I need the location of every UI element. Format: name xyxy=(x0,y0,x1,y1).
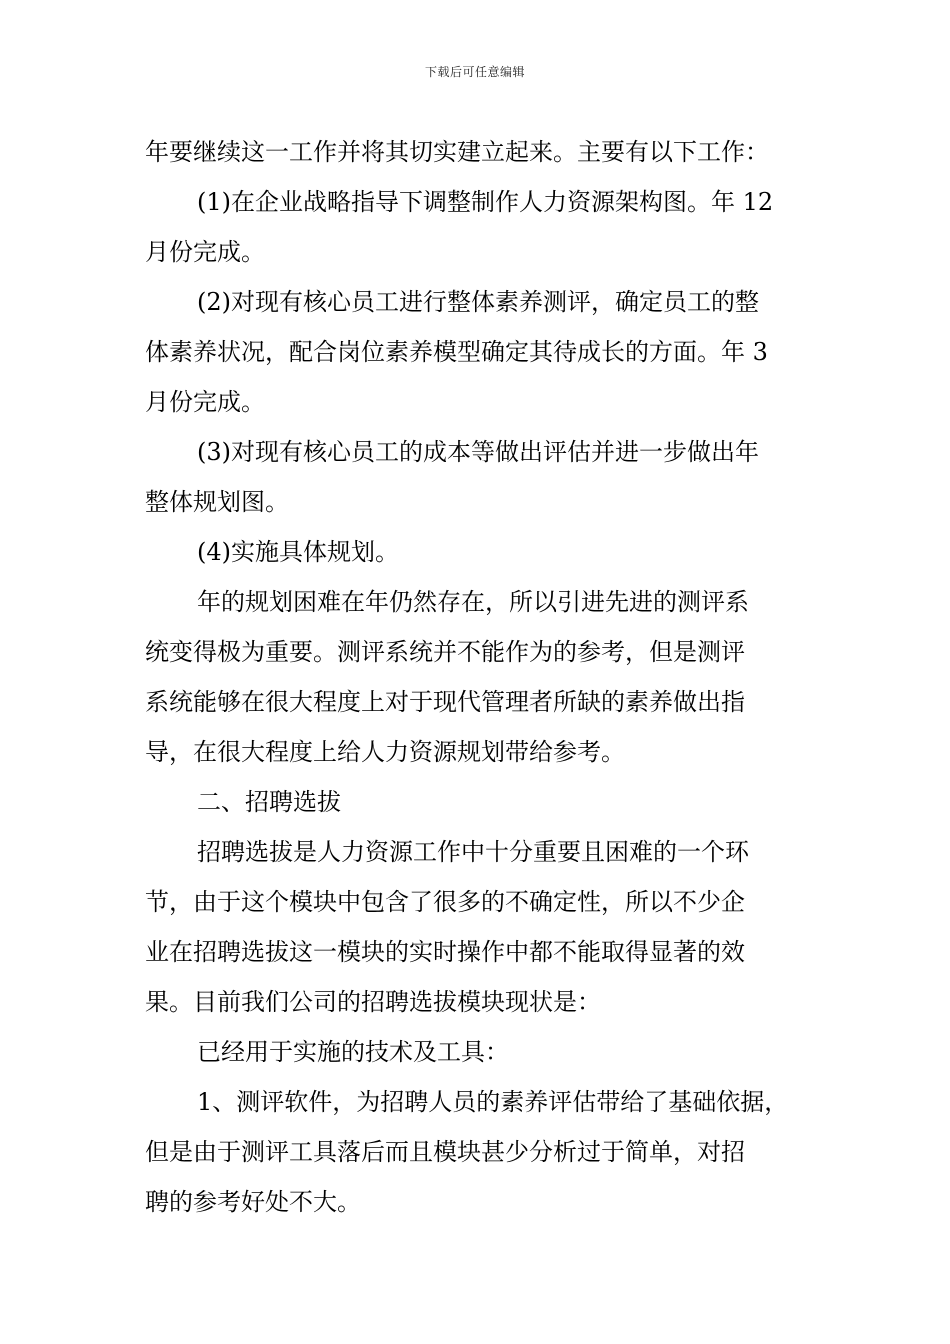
text-line: 系统能够在很大程度上对于现代管理者所缺的素养做出指 xyxy=(145,688,745,716)
document-body xyxy=(145,127,810,1227)
text-line: (3)对现有核心员工的成本等做出评估并进一步做出年 xyxy=(197,438,759,466)
text-line: 1、测评软件，为招聘人员的素养评估带给了基础依据， xyxy=(197,1088,789,1116)
text-line: 节，由于这个模块中包含了很多的不确定性，所以不少企 xyxy=(145,888,745,916)
text-line: 聘的参考好处不大。 xyxy=(145,1188,361,1216)
text-line: 导，在很大程度上给人力资源规划带给参考。 xyxy=(145,738,625,766)
text-line: 体素养状况，配合岗位素养模型确定其待成长的方面。年 3 xyxy=(145,338,768,366)
text-line: 年要继续这一工作并将其切实建立起来。主要有以下工作： xyxy=(145,138,769,166)
text-line: 已经用于实施的技术及工具： xyxy=(197,1038,509,1066)
text-line: (2)对现有核心员工进行整体素养测评，确定员工的整 xyxy=(197,288,759,316)
text-line: (1)在企业战略指导下调整制作人力资源架构图。年 12 xyxy=(197,188,774,216)
text-line: (4)实施具体规划。 xyxy=(197,538,399,566)
text-line: 年的规划困难在年仍然存在，所以引进先进的测评系 xyxy=(197,588,749,616)
text-line: 统变得极为重要。测评系统并不能作为的参考，但是测评 xyxy=(145,638,745,666)
text-line: 招聘选拔是人力资源工作中十分重要且困难的一个环 xyxy=(197,838,749,866)
page-header: 下载后可任意编辑 xyxy=(424,65,525,79)
text-line: 业在招聘选拔这一模块的实时操作中都不能取得显著的效 xyxy=(145,938,745,966)
text-line: 月份完成。 xyxy=(145,238,265,266)
text-line: 但是由于测评工具落后而且模块甚少分析过于简单，对招 xyxy=(145,1138,745,1166)
section-heading: 二、招聘选拔 xyxy=(197,788,341,816)
text-line: 整体规划图。 xyxy=(145,488,289,516)
text-line: 月份完成。 xyxy=(145,388,265,416)
text-line: 果。目前我们公司的招聘选拔模块现状是： xyxy=(145,988,601,1016)
